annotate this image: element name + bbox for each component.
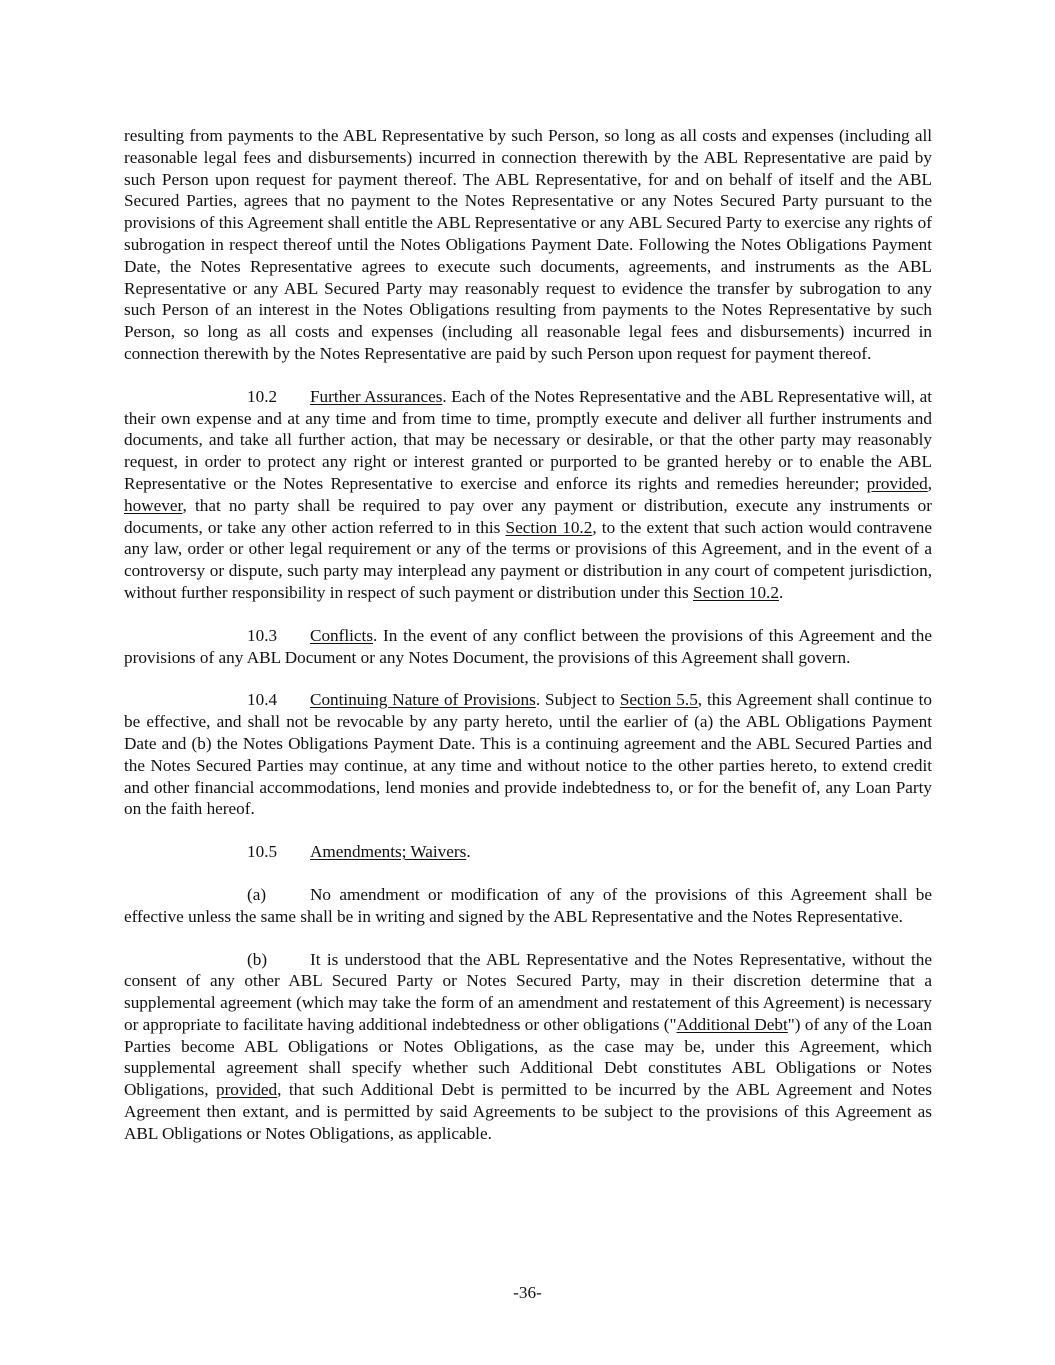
section-reference: Section 10.2 bbox=[505, 517, 593, 537]
subsection-label: (a) bbox=[247, 884, 267, 904]
section-text: . Subject to bbox=[535, 690, 620, 710]
section-text: . In the event of any conflict between the provisions of this Agreement and the provisions of any ABL Document or any Notes Document, the provisions of this Agreement shall govern. bbox=[124, 625, 932, 667]
section-10-4-continuing-nature bbox=[124, 689, 932, 820]
term-however: however bbox=[124, 495, 183, 515]
section-number: 10.3 bbox=[247, 625, 278, 645]
section-number: 10.5 bbox=[247, 842, 278, 862]
subsection-text: ") of any of the Loan Parties become ABL Obligations or Notes Obligations, as the case may be, under this Agreement, which supplemental agreement shall specify whether such Additional Debt constitutes ABL Obligations or Notes Obligations, bbox=[124, 1014, 932, 1100]
section-text: . bbox=[466, 842, 471, 862]
paragraph-text: resulting from payments to the ABL Representative by such Person, so long as all costs and expenses (including all reasonable legal fees and disbursements) incurred in connection therewith by the ABL Representative are paid by such Person upon request for payment thereof. The ABL Representative, for and on behalf of itself and the ABL Secured Parties, agrees that no payment to the Notes Representative or any Notes Secured Party pursuant to the provisions of this Agreement shall entitle the ABL Representative or any ABL Secured Party to exercise any rights of subrogation in respect thereof until the Notes Obligations Payment Date. Following the Notes Obligations Payment Date, the Notes Representative agrees to execute such documents, agreements, and instruments as the ABL Representative or any ABL Secured Party may reasonably request to evidence the transfer by subrogation to any such Person of an interest in the Notes Obligations resulting from payments to the Notes Representative by such Person, so long as all costs and expenses (including all reasonable legal fees and disbursements) incurred in connection therewith by the Notes Representative are paid by such Person upon request for payment thereof. bbox=[124, 126, 932, 363]
section-text: , to the extent that such action would contravene any law, order or other legal requirement or any of the terms or provisions of this Agreement, and in the event of a controversy or dispute, such party may interplead any payment or distribution in any court of competent jurisdiction, without further responsibility in respect of such payment or distribution under this bbox=[124, 517, 932, 602]
section-10-3-conflicts bbox=[124, 625, 932, 669]
section-text: . bbox=[778, 582, 784, 602]
section-reference: Section 5.5 bbox=[619, 690, 698, 710]
subsection-text: It is understood that the ABL Representative and the Notes Representative, without the consent of any other ABL Secured Party or Notes Secured Party, may in their discretion determine that a supplemental agreement (which may take the form of an amendment and restatement of this Agreement) is necessary or appropriate to facilitate having additional indebtedness or other obligations (" bbox=[124, 949, 932, 1034]
section-10-5-amendments bbox=[124, 841, 932, 863]
page-number: -36- bbox=[513, 1283, 542, 1302]
paragraph-subrogation-continued bbox=[124, 125, 932, 365]
term-provided: provided bbox=[866, 473, 928, 493]
section-heading: Continuing Nature of Provisions bbox=[310, 690, 536, 710]
subsection-text: No amendment or modification of any of the provisions of this Agreement shall be effective unless the same shall be in writing and signed by the ABL Representative and the Notes Representative. bbox=[124, 884, 932, 926]
section-heading: Amendments; Waivers bbox=[310, 842, 467, 862]
term-provided: provided bbox=[215, 1080, 278, 1100]
section-text: , that no party shall be required to pay over any payment or distribution, execute any instruments or documents, or take any other action referred to in this bbox=[124, 495, 932, 537]
section-number: 10.2 bbox=[247, 386, 278, 406]
subsection-10-5-b bbox=[124, 949, 932, 1145]
section-heading: Conflicts bbox=[310, 625, 374, 645]
defined-term-additional-debt: Additional Debt bbox=[676, 1014, 788, 1034]
section-heading: Further Assurances bbox=[310, 386, 443, 406]
section-number: 10.4 bbox=[247, 690, 278, 710]
subsection-text: , that such Additional Debt is permitted to be incurred by the ABL Agreement and Notes Agreement then extant, and is permitted by said Agreements to be subject to the provisions of this Agreement as ABL Obligations or Notes Obligations, as applicable. bbox=[124, 1080, 932, 1143]
section-10-2-further-assurances bbox=[124, 386, 932, 604]
subsection-10-5-a bbox=[124, 884, 932, 928]
section-text: . Each of the Notes Representative and the ABL Representative will, at their own expense and at any time and from time to time, promptly execute and deliver all further instruments and documents, and take all further action, that may be necessary or desirable, or that the other party may reasonably request, in order to protect any right or interest granted or purported to be granted hereby or to enable the ABL Representative or the Notes Representative to exercise and enforce its rights and remedies hereunder; bbox=[124, 386, 932, 493]
subsection-label: (b) bbox=[247, 949, 268, 969]
document-page bbox=[124, 125, 932, 1166]
separator: , bbox=[927, 473, 932, 493]
section-reference: Section 10.2 bbox=[693, 582, 779, 602]
section-text: , this Agreement shall continue to be effective, and shall not be revocable by any party hereto, until the earlier of (a) the ABL Obligations Payment Date and (b) the Notes Obligations Payment Date. This is a continuing agreement and the ABL Secured Parties and the Notes Secured Parties may continue, at any time and without notice to the other parties hereto, to extend credit and other financial accommodations, lend monies and provide indebtedness to, or for the benefit of, any Loan Party on the faith hereof. bbox=[124, 690, 932, 819]
